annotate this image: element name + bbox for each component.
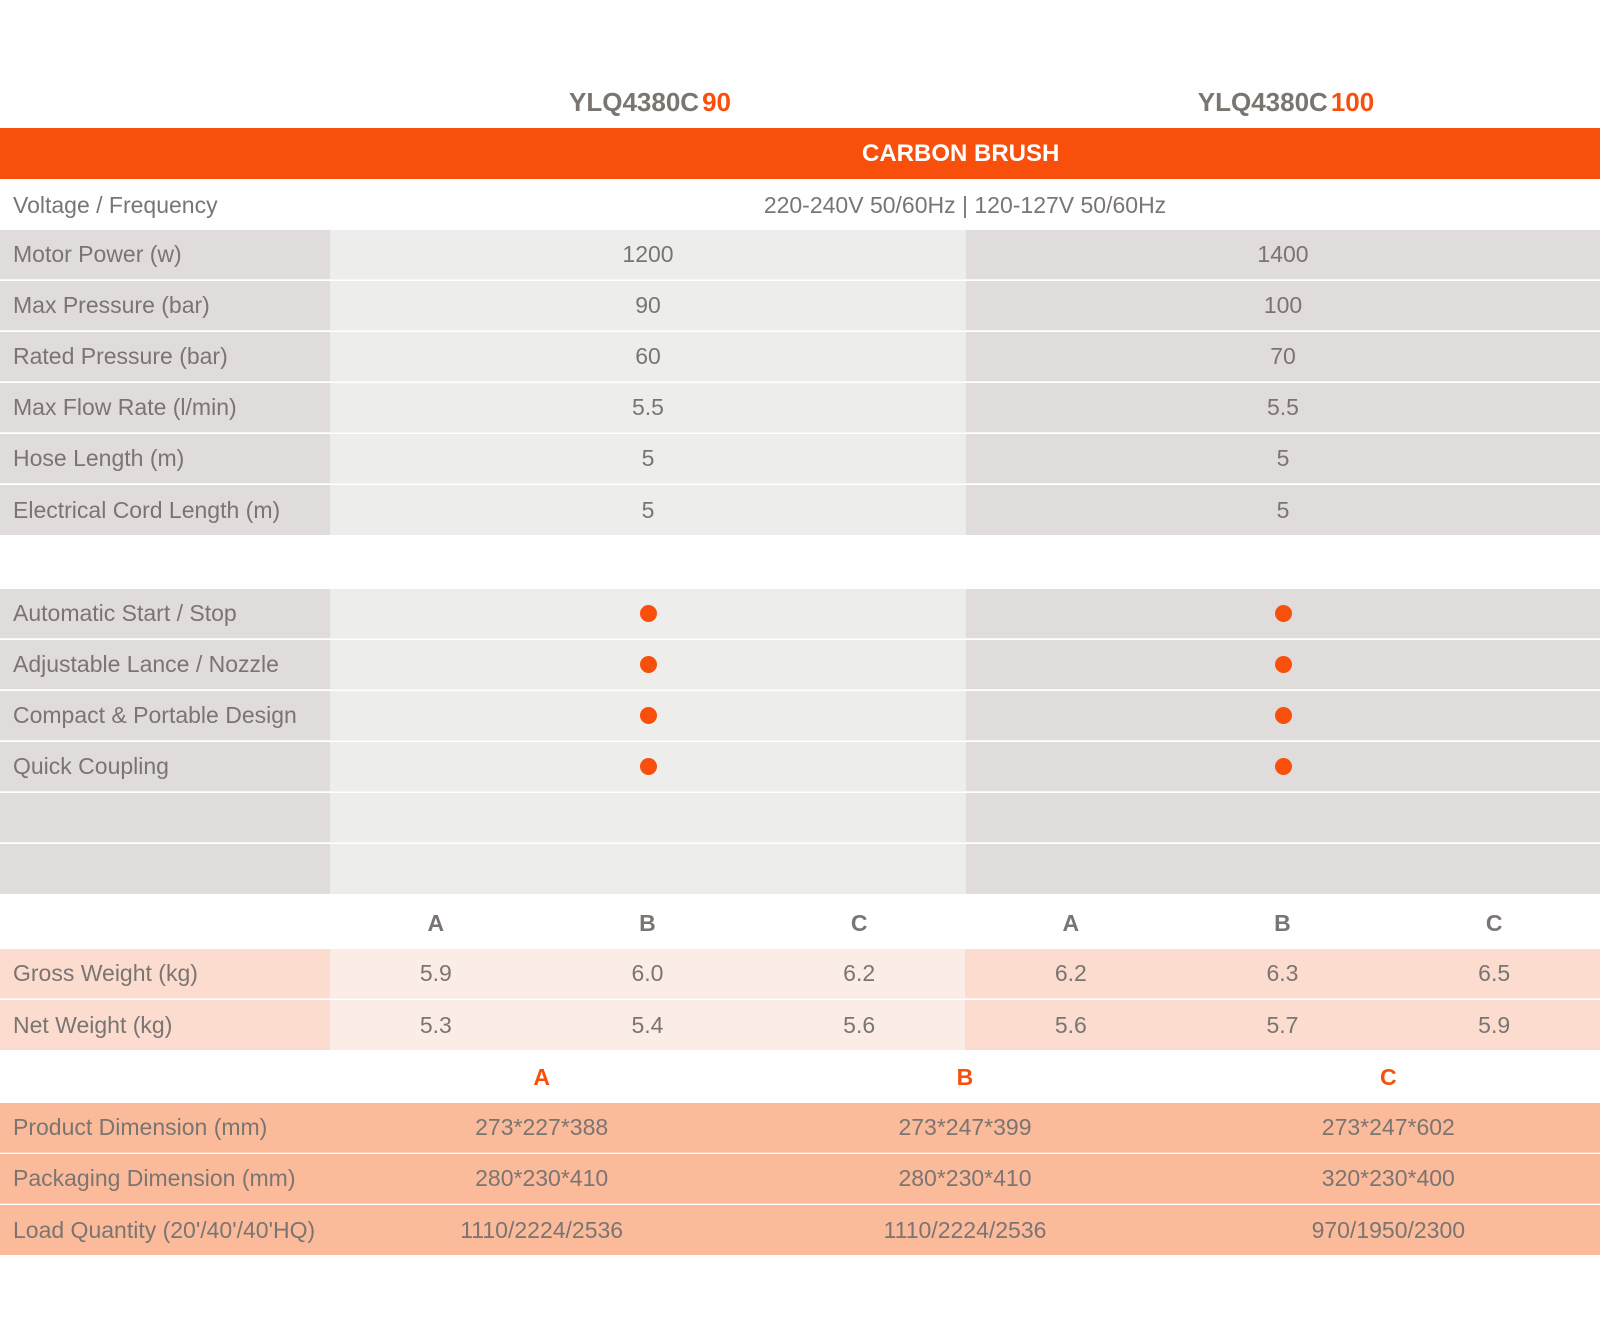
variant-header: A xyxy=(1062,909,1080,936)
feature-dot-icon xyxy=(640,758,657,775)
model-header-1 xyxy=(450,82,850,122)
dimension-header: A xyxy=(533,1063,550,1090)
model-1-feature xyxy=(330,589,966,639)
dimension-value: 280*230*410 xyxy=(330,1154,753,1204)
model-2-value: 100 xyxy=(966,281,1600,331)
dimension-value: 320*230*400 xyxy=(1177,1154,1600,1204)
feature-dot-icon xyxy=(640,605,657,622)
weight-row xyxy=(0,949,1600,999)
row-label: Compact & Portable Design xyxy=(0,691,330,741)
row-label: Motor Power (w) xyxy=(0,230,330,280)
row-label: Rated Pressure (bar) xyxy=(0,332,330,382)
row-label: Load Quantity (20'/40'/40'HQ) xyxy=(13,1216,316,1243)
row-label: Net Weight (kg) xyxy=(0,1000,330,1050)
spec-row xyxy=(0,332,1600,382)
dimension-value: 1110/2224/2536 xyxy=(883,1216,1047,1243)
row-label: Hose Length (m) xyxy=(0,434,330,484)
feature-dot-icon xyxy=(1275,758,1292,775)
model-2-feature xyxy=(966,640,1600,690)
spec-row xyxy=(0,230,1600,280)
model-2-value: 5 xyxy=(966,485,1600,535)
model-1-value: 1200 xyxy=(330,230,966,280)
dimension-value: 1110/2224/2536 xyxy=(460,1216,624,1243)
model-header-2 xyxy=(1086,82,1486,122)
dimension-row xyxy=(0,1103,1600,1153)
weight-value: 5.4 xyxy=(542,1000,754,1050)
feature-row xyxy=(0,640,1600,690)
dimension-header: C xyxy=(1380,1063,1397,1090)
model-1-empty xyxy=(330,844,966,894)
feature-dot-icon xyxy=(1275,605,1292,622)
dimension-value: 273*247*602 xyxy=(1177,1103,1600,1153)
feature-dot-icon xyxy=(640,656,657,673)
row-label xyxy=(0,793,330,843)
feature-row xyxy=(0,589,1600,639)
weight-value: 5.9 xyxy=(330,949,542,999)
model-1-value: 90 xyxy=(330,281,966,331)
model-prefix: YLQ4380C xyxy=(569,86,700,117)
model-1-value: 5 xyxy=(330,485,966,535)
model-2-value: 70 xyxy=(966,332,1600,382)
row-label: Electrical Cord Length (m) xyxy=(0,485,330,535)
row-label: Product Dimension (mm) xyxy=(0,1103,330,1153)
feature-row xyxy=(0,742,1600,792)
weight-value: 5.6 xyxy=(965,1000,1177,1050)
spec-row xyxy=(0,383,1600,433)
model-1-value: 5.5 xyxy=(330,383,966,433)
weight-value: 5.7 xyxy=(1177,1000,1389,1050)
weight-value: 6.5 xyxy=(1388,949,1600,999)
model-2-empty xyxy=(966,793,1600,843)
row-label: Quick Coupling xyxy=(0,742,330,792)
dimension-value: 273*227*388 xyxy=(330,1103,753,1153)
model-2-feature xyxy=(966,691,1600,741)
row-label: Max Pressure (bar) xyxy=(0,281,330,331)
row-label: Gross Weight (kg) xyxy=(0,949,330,999)
dimension-value: 273*247*399 xyxy=(753,1103,1176,1153)
model-2-value: 5.5 xyxy=(966,383,1600,433)
dimension-header-row xyxy=(0,1052,1600,1102)
model-suffix: 100 xyxy=(1330,86,1375,117)
dimension-value: 280*230*410 xyxy=(753,1154,1176,1204)
model-2-value: 1400 xyxy=(966,230,1600,280)
feature-row xyxy=(0,691,1600,741)
dimension-row xyxy=(0,1205,1600,1255)
dimension-row xyxy=(0,1154,1600,1204)
model-2-value: 5 xyxy=(966,434,1600,484)
empty-row xyxy=(0,844,1600,894)
category-banner xyxy=(0,128,1600,179)
model-1-empty xyxy=(330,793,966,843)
voltage-row xyxy=(0,180,1600,230)
variant-header: A xyxy=(427,909,445,936)
spec-row xyxy=(0,281,1600,331)
voltage-value: 220-240V 50/60Hz | 120-127V 50/60Hz xyxy=(763,191,1167,218)
variant-header: B xyxy=(1274,909,1291,936)
weight-value: 6.3 xyxy=(1177,949,1389,999)
row-label: Voltage / Frequency xyxy=(13,191,218,218)
model-1-feature xyxy=(330,691,966,741)
feature-dot-icon xyxy=(640,707,657,724)
model-2-feature xyxy=(966,589,1600,639)
model-2-empty xyxy=(966,844,1600,894)
weight-value: 6.2 xyxy=(753,949,965,999)
row-label: Adjustable Lance / Nozzle xyxy=(0,640,330,690)
feature-dot-icon xyxy=(1275,707,1292,724)
spec-row xyxy=(0,434,1600,484)
feature-dot-icon xyxy=(1275,656,1292,673)
model-1-feature xyxy=(330,640,966,690)
variant-header: C xyxy=(1485,909,1503,936)
weight-row xyxy=(0,1000,1600,1050)
row-label xyxy=(0,844,330,894)
variant-header: C xyxy=(850,909,868,936)
weight-value: 5.6 xyxy=(753,1000,965,1050)
row-label: Automatic Start / Stop xyxy=(0,589,330,639)
empty-row xyxy=(0,793,1600,843)
row-label: Max Flow Rate (l/min) xyxy=(0,383,330,433)
banner-text: CARBON BRUSH xyxy=(862,139,1060,167)
row-label: Packaging Dimension (mm) xyxy=(0,1154,330,1204)
dimension-value: 970/1950/2300 xyxy=(1311,1216,1466,1243)
model-suffix: 90 xyxy=(702,86,731,117)
weight-value: 5.9 xyxy=(1388,1000,1600,1050)
model-1-value: 5 xyxy=(330,434,966,484)
variant-header: B xyxy=(639,909,656,936)
spec-row xyxy=(0,485,1600,535)
weight-value: 6.2 xyxy=(965,949,1177,999)
variant-header-row xyxy=(0,898,1600,948)
model-2-feature xyxy=(966,742,1600,792)
model-prefix: YLQ4380C xyxy=(1197,86,1328,117)
weight-value: 6.0 xyxy=(542,949,754,999)
model-1-value: 60 xyxy=(330,332,966,382)
model-1-feature xyxy=(330,742,966,792)
dimension-header: B xyxy=(956,1063,974,1090)
weight-value: 5.3 xyxy=(330,1000,542,1050)
